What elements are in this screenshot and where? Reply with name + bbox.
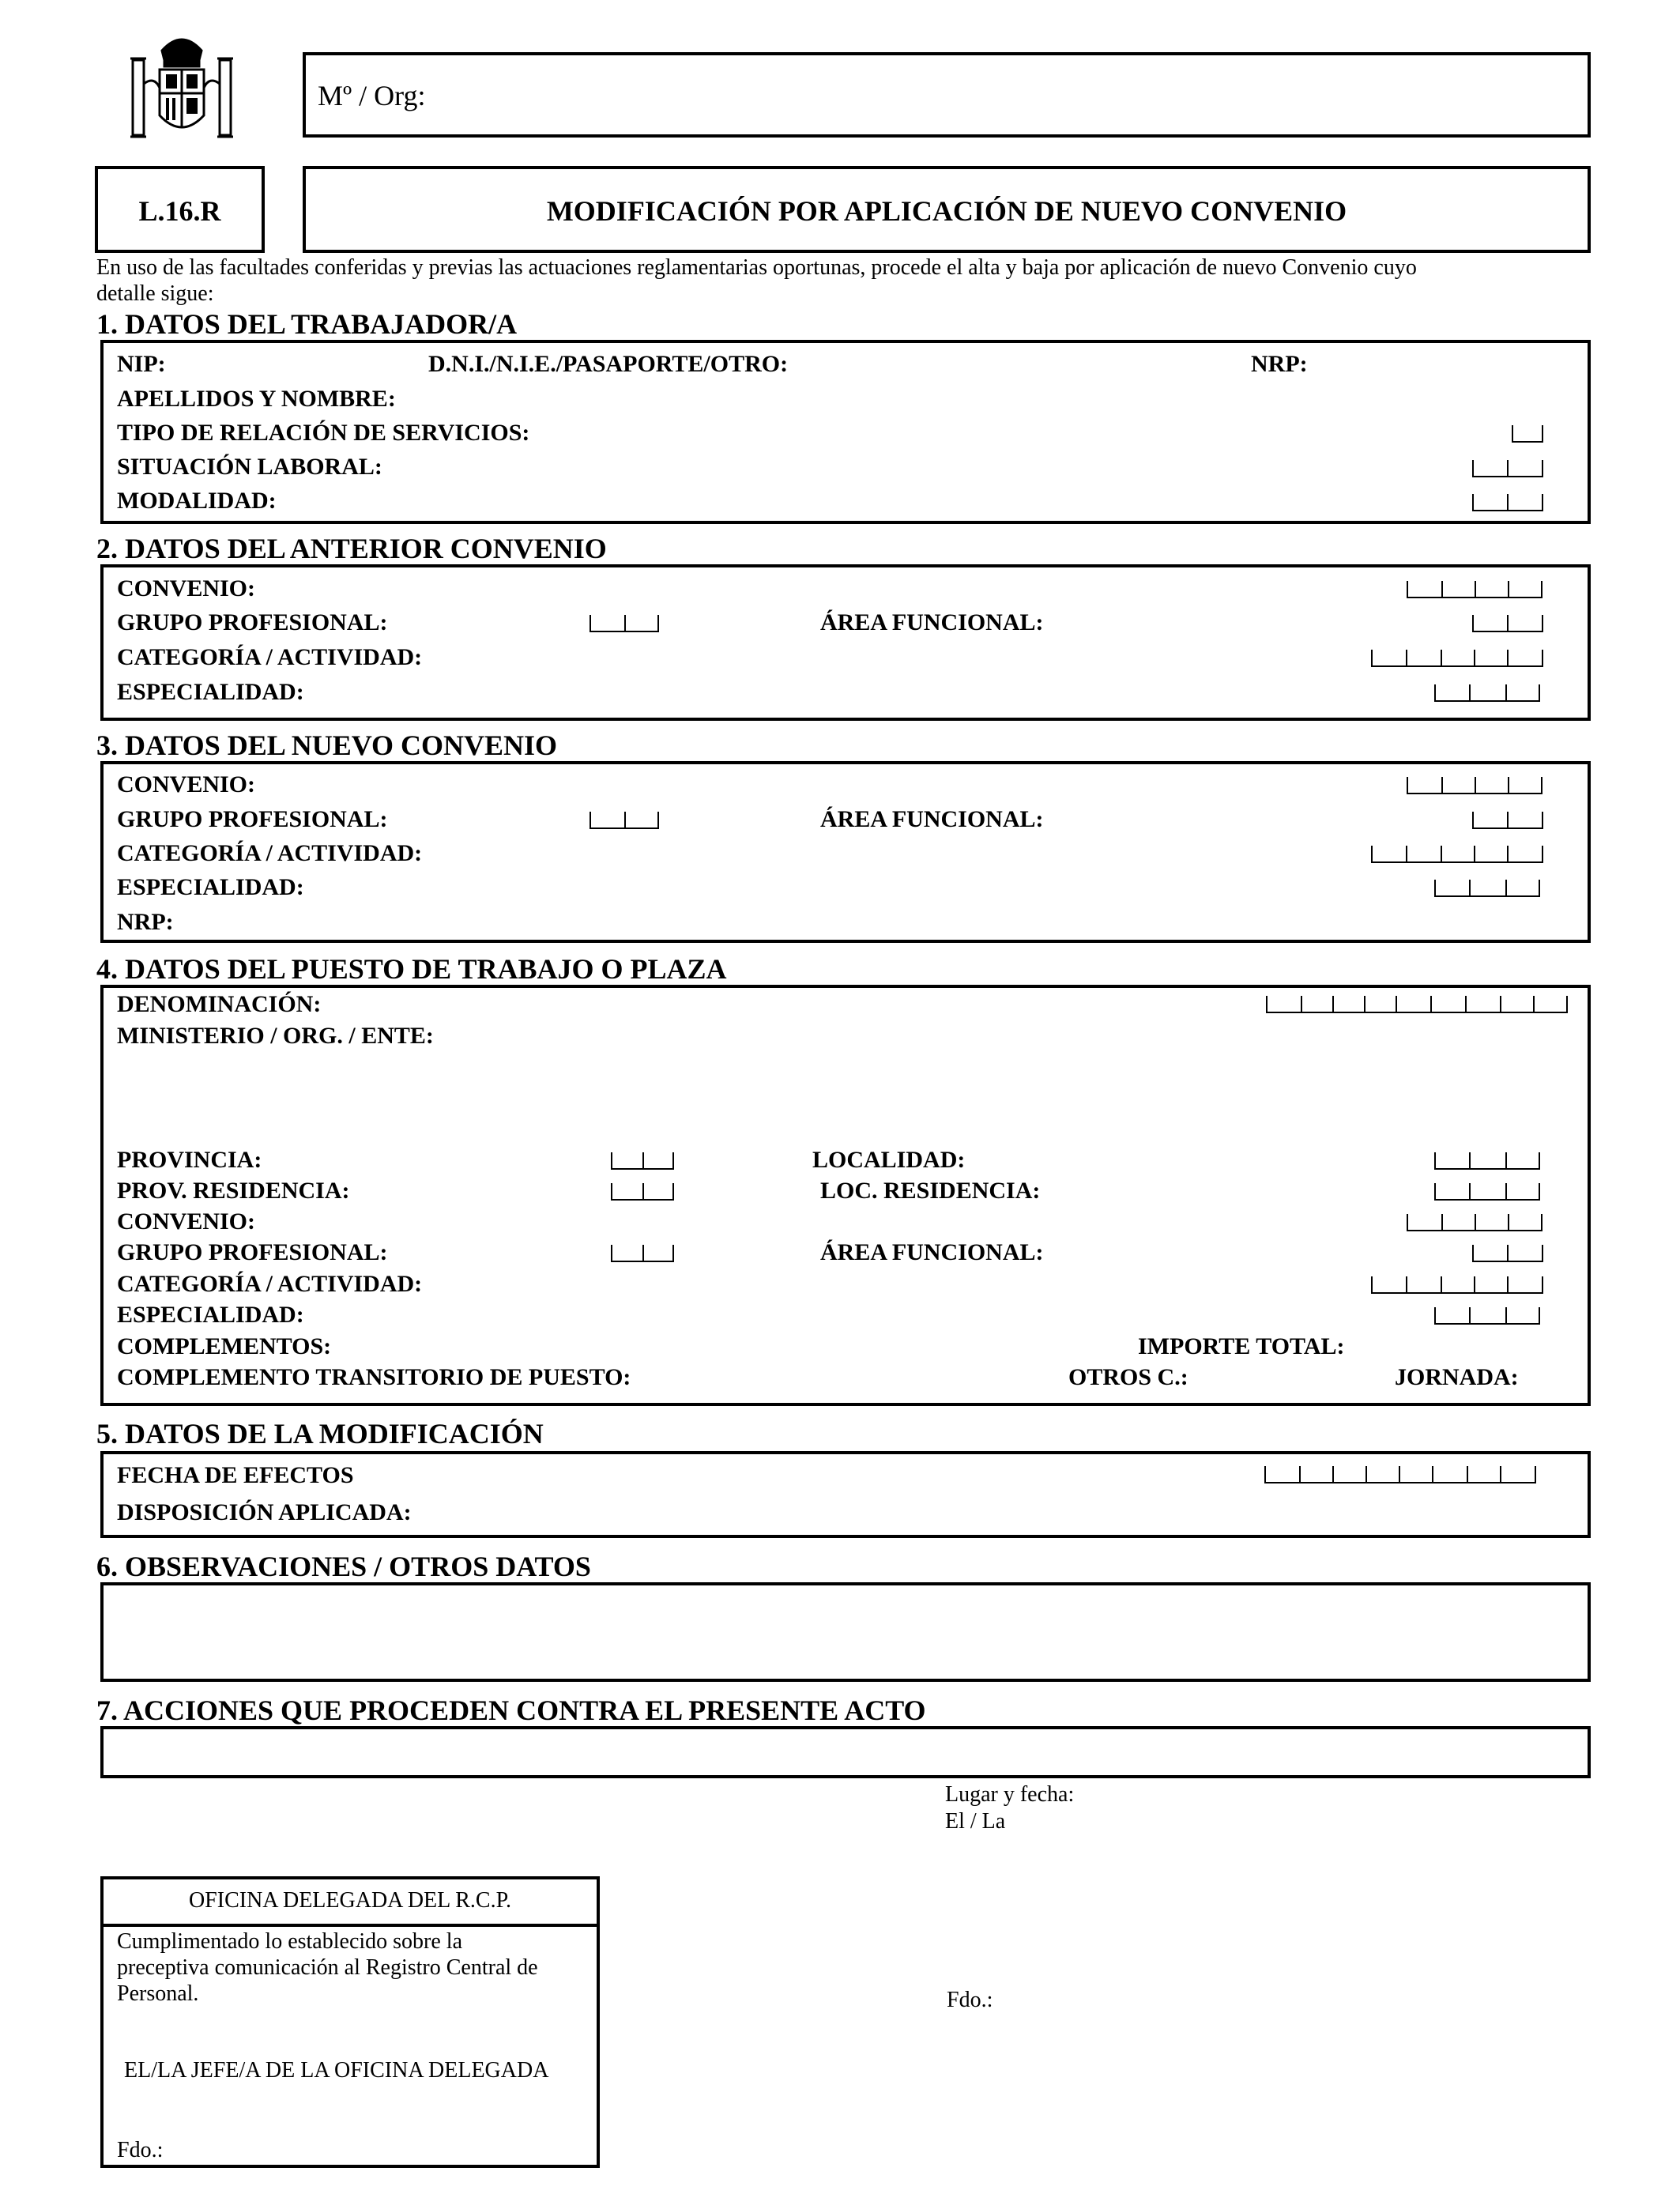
org-box[interactable] [303,52,1591,138]
section-6-title: 6. OBSERVACIONES / OTROS DATOS [96,1551,591,1582]
modalidad-label: MODALIDAD: [117,488,277,514]
s2-convenio-boxes[interactable] [1407,581,1543,598]
s4-convenio-label: CONVENIO: [117,1208,256,1235]
s3-categoria-label: CATEGORÍA / ACTIVIDAD: [117,840,423,866]
lugar-fecha-label: Lugar y fecha: [945,1782,1075,1807]
signature-fdo-label: Fdo.: [947,1988,993,2012]
s4-especialidad-boxes[interactable] [1434,1307,1540,1325]
intro-line-2: detalle sigue: [96,281,214,306]
observaciones-box[interactable] [100,1582,1591,1682]
office-title-divider [100,1924,600,1927]
s4-provincia-label: PROVINCIA: [117,1147,262,1173]
s2-especialidad-boxes[interactable] [1434,684,1540,702]
s3-categoria-boxes[interactable] [1371,846,1543,863]
office-text-line-1: Cumplimentado lo establecido sobre la [117,1929,463,1954]
s4-categoria-boxes[interactable] [1371,1276,1543,1294]
s4-grupo-label: GRUPO PROFESIONAL: [117,1239,388,1265]
situacion-label: SITUACIÓN LABORAL: [117,454,382,480]
section-3-title: 3. DATOS DEL NUEVO CONVENIO [96,729,558,761]
office-text-line-3: Personal. [117,1981,199,2006]
s2-convenio-label: CONVENIO: [117,575,256,601]
dni-label: D.N.I./N.I.E./PASAPORTE/OTRO: [428,351,789,377]
tipo-relacion-label: TIPO DE RELACIÓN DE SERVICIOS: [117,420,530,446]
s4-grupo-boxes[interactable] [611,1245,674,1262]
s3-especialidad-label: ESPECIALIDAD: [117,874,304,900]
s4-denominacion-label: DENOMINACIÓN: [117,991,322,1017]
s2-area-label: ÁREA FUNCIONAL: [820,609,1044,635]
s4-importe-label: IMPORTE TOTAL: [1138,1333,1345,1359]
section-4-title: 4. DATOS DEL PUESTO DE TRABAJO O PLAZA [96,953,727,985]
s2-area-boxes[interactable] [1472,615,1543,632]
s5-fecha-label: FECHA DE EFECTOS [117,1462,354,1488]
s4-ministerio-label: MINISTERIO / ORG. / ENTE: [117,1023,434,1049]
s4-loc-res-boxes[interactable] [1434,1183,1540,1201]
s4-area-boxes[interactable] [1472,1245,1543,1262]
org-label: Mº / Org: [318,80,426,111]
s4-jornada-label: JORNADA: [1395,1364,1519,1390]
s4-denominacion-boxes[interactable] [1266,996,1568,1013]
s3-nrp-label: NRP: [117,909,174,935]
s3-grupo-label: GRUPO PROFESIONAL: [117,806,388,832]
s4-complementos-label: COMPLEMENTOS: [117,1333,332,1359]
section-5-title: 5. DATOS DE LA MODIFICACIÓN [96,1418,544,1449]
acciones-box[interactable] [100,1726,1591,1778]
section-7-title: 7. ACCIONES QUE PROCEDEN CONTRA EL PRESENTE ACTO [96,1695,926,1726]
s4-provincia-boxes[interactable] [611,1152,674,1170]
s4-localidad-boxes[interactable] [1434,1152,1540,1170]
s4-convenio-boxes[interactable] [1407,1214,1543,1231]
section-2-box [100,564,1591,721]
section-1-title: 1. DATOS DEL TRABAJADOR/A [96,308,518,340]
section-2-title: 2. DATOS DEL ANTERIOR CONVENIO [96,533,607,564]
s3-convenio-label: CONVENIO: [117,771,256,797]
intro-line-1: En uso de las facultades conferidas y previas las actuaciones reglamentarias oportunas, procede el alta y baja por aplicación de nuevo Convenio cuyo [96,255,1417,280]
s3-convenio-boxes[interactable] [1407,777,1543,794]
s2-grupo-boxes[interactable] [590,615,659,632]
s4-transitorio-label: COMPLEMENTO TRANSITORIO DE PUESTO: [117,1364,631,1390]
apellidos-label: APELLIDOS Y NOMBRE: [117,386,396,412]
form-code: L.16.R [138,195,221,227]
s2-categoria-boxes[interactable] [1371,650,1543,667]
s4-localidad-label: LOCALIDAD: [812,1147,966,1173]
office-fdo-label: Fdo.: [117,2138,164,2162]
tipo-relacion-boxes[interactable] [1512,425,1543,443]
situacion-boxes[interactable] [1472,460,1543,477]
s3-especialidad-boxes[interactable] [1434,880,1540,897]
s5-fecha-boxes[interactable] [1264,1466,1536,1483]
office-text-line-2: preceptiva comunicación al Registro Central de [117,1955,538,1980]
s3-area-label: ÁREA FUNCIONAL: [820,806,1044,832]
el-la-label: El / La [945,1809,1006,1834]
form-title: MODIFICACIÓN POR APLICACIÓN DE NUEVO CONVENIO [546,195,1347,227]
s4-especialidad-label: ESPECIALIDAD: [117,1302,304,1328]
s2-categoria-label: CATEGORÍA / ACTIVIDAD: [117,644,423,670]
s4-categoria-label: CATEGORÍA / ACTIVIDAD: [117,1271,423,1297]
coat-of-arms-logo [126,28,237,147]
modalidad-boxes[interactable] [1472,494,1543,511]
office-jefe-label: EL/LA JEFE/A DE LA OFICINA DELEGADA [124,2058,549,2083]
office-box [100,1876,600,2168]
s4-prov-res-boxes[interactable] [611,1183,674,1201]
nip-label: NIP: [117,351,166,377]
s4-prov-res-label: PROV. RESIDENCIA: [117,1178,350,1204]
s3-area-boxes[interactable] [1472,812,1543,829]
nrp-label: NRP: [1251,351,1308,377]
s3-grupo-boxes[interactable] [590,812,659,829]
s2-especialidad-label: ESPECIALIDAD: [117,679,304,705]
s4-otros-label: OTROS C.: [1068,1364,1188,1390]
s4-area-label: ÁREA FUNCIONAL: [820,1239,1044,1265]
s5-disposicion-label: DISPOSICIÓN APLICADA: [117,1499,412,1525]
s2-grupo-label: GRUPO PROFESIONAL: [117,609,388,635]
office-title: OFICINA DELEGADA DEL R.C.P. [188,1888,512,1913]
s4-loc-res-label: LOC. RESIDENCIA: [820,1178,1041,1204]
